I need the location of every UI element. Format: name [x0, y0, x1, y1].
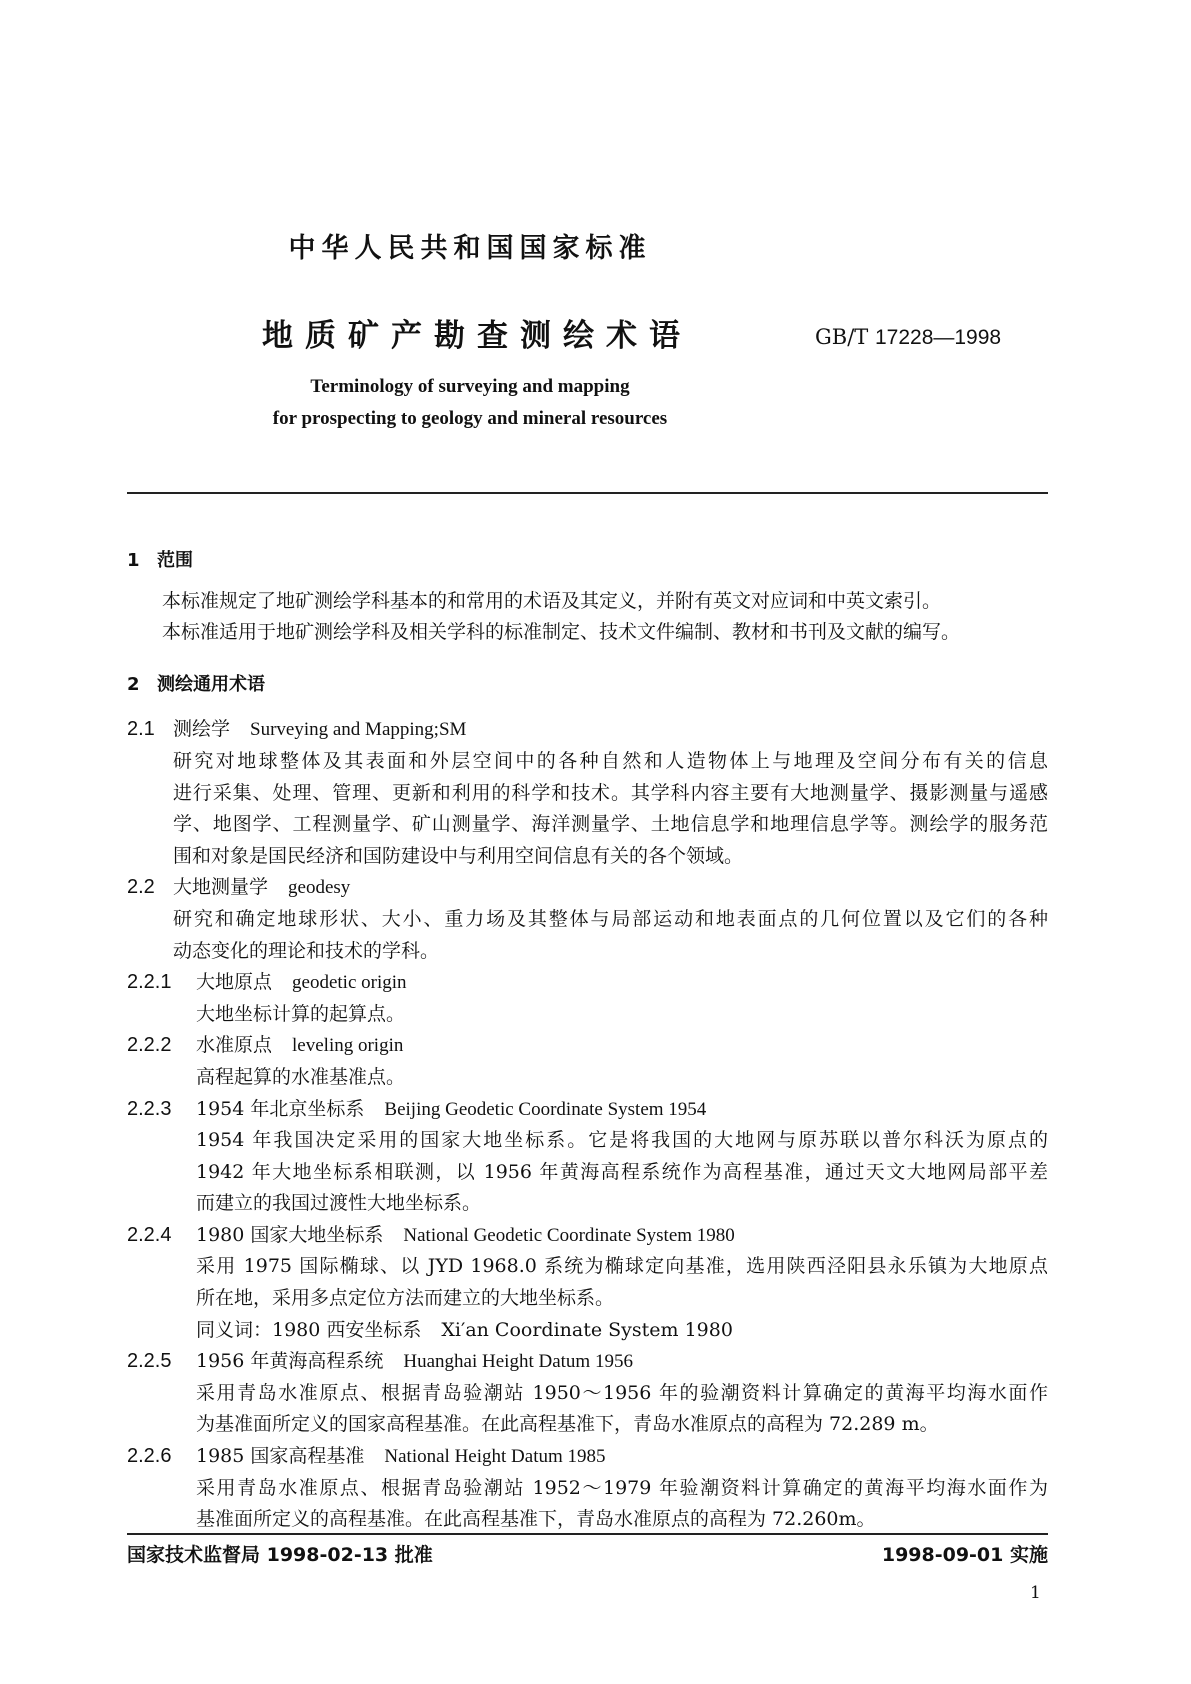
term-heading: [127, 1220, 1048, 1252]
term-number: 2.2.3: [127, 1097, 172, 1120]
definition-line: 基准面所定义的高程基准。在此高程基准下，青岛水准原点的高程为 72.260m。: [196, 1508, 876, 1531]
definition-line: 采用 1975 国际椭球、以 JYD 1968.0 系统为椭球定向基准，选用陕西泾阳县永乐镇为大地原点: [196, 1255, 1048, 1278]
paragraph-line: 本标准规定了地矿测绘学科基本的和常用的术语及其定义，并附有英文对应词和中英文索引。: [162, 589, 942, 612]
definition-line: 为基准面所定义的国家高程基准。在此高程基准下，青岛水准原点的高程为 72.289 m。: [196, 1413, 939, 1436]
term-en: leveling origin: [292, 1035, 404, 1057]
term-zh: 1980 国家大地坐标系: [196, 1223, 384, 1246]
term-en: Huanghai Height Datum 1956: [403, 1351, 633, 1373]
section-title: 范围: [157, 550, 193, 571]
footer-divider: [127, 1533, 1048, 1535]
term-number: 2.2.5: [127, 1350, 172, 1373]
code-prefix: GB/T: [815, 325, 869, 349]
document-title-en-line2: for prospecting to geology and mineral resources: [272, 408, 668, 429]
term-en: National Height Datum 1985: [384, 1446, 606, 1468]
definition-line: 研究对地球整体及其表面和外层空间中的各种自然和人造物体上与地理及空间分布有关的信息: [173, 749, 1048, 772]
definition-line: 高程起算的水准基准点。: [196, 1065, 406, 1088]
header-divider: [127, 492, 1048, 494]
term-heading: [127, 872, 1048, 904]
definition-line: 围和对象是国民经济和国防建设中与利用空间信息有关的各个领域。: [173, 844, 744, 867]
term-zh: 1954 年北京坐标系: [196, 1097, 365, 1120]
term-en: Surveying and Mapping;SM: [250, 719, 467, 741]
standard-code: [815, 325, 1001, 350]
definition-line: 1942 年大地坐标系相联测，以 1956 年黄海高程系统作为高程基准，通过天文大地网局部平差: [196, 1160, 1048, 1183]
section-title: 测绘通用术语: [157, 673, 265, 695]
term-number: 2.2.6: [127, 1445, 172, 1468]
term-number: 2.2.1: [127, 971, 172, 994]
definition-line: 进行采集、处理、管理、更新和利用的科学和技术。其学科内容主要有大地测量学、摄影测量与遥感: [173, 781, 1048, 804]
term-en: geodesy: [288, 877, 351, 899]
synonym-zh: 同义词：1980 西安坐标系: [196, 1318, 422, 1341]
standard-type-heading: 中华人民共和国国家标准: [288, 233, 652, 264]
term-zh: 大地原点: [196, 971, 273, 994]
page-number: 1: [1030, 1583, 1041, 1603]
code-number: 17228—1998: [874, 326, 1002, 349]
synonym-line: [127, 1315, 1048, 1347]
term-heading: [127, 967, 1048, 999]
term-number: 2.1: [127, 718, 155, 741]
paragraph-line: 本标准适用于地矿测绘学科及相关学科的标准制定、技术文件编制、教材和书刊及文献的编写。: [162, 621, 961, 644]
term-heading: [127, 1094, 1048, 1126]
section-2-heading: [127, 669, 1048, 701]
approval-date: 国家技术监督局 1998-02-13 批准: [127, 1544, 433, 1566]
term-zh: 水准原点: [196, 1034, 273, 1057]
term-zh: 大地测量学: [173, 876, 269, 899]
term-heading: [127, 1441, 1048, 1473]
term-zh: 1985 国家高程基准: [196, 1445, 365, 1468]
synonym-en: Xi′an Coordinate System 1980: [441, 1318, 733, 1341]
definition-line: 1954 年我国决定采用的国家大地坐标系。它是将我国的大地网与原苏联以普尔科沃为原点的: [196, 1129, 1048, 1152]
term-heading: [127, 714, 1048, 746]
term-number: 2.2.4: [127, 1223, 172, 1246]
document-title-zh: 地质矿产勘查测绘术语: [262, 318, 692, 354]
term-en: geodetic origin: [292, 972, 407, 994]
section-number: 2: [127, 673, 140, 695]
definition-line: 动态变化的理论和技术的学科。: [173, 939, 440, 962]
definition-line: 而建立的我国过渡性大地坐标系。: [196, 1192, 482, 1215]
definition-line: 大地坐标计算的起算点。: [196, 1002, 406, 1025]
document-title-en-line1: Terminology of surveying and mapping: [310, 376, 630, 397]
definition-line: 学、地图学、工程测量学、矿山测量学、海洋测量学、土地信息学和地理信息学等。测绘学的服务范: [173, 813, 1048, 836]
term-en: Beijing Geodetic Coordinate System 1954: [384, 1098, 707, 1120]
definition-line: 采用青岛水准原点、根据青岛验潮站 1950～1956 年的验潮资料计算确定的黄海平均海水面作: [196, 1381, 1048, 1404]
definition-line: 研究和确定地球形状、大小、重力场及其整体与局部运动和地表面点的几何位置以及它们的各种: [173, 907, 1048, 930]
definition-line: 采用青岛水准原点、根据青岛验潮站 1952～1979 年验潮资料计算确定的黄海平均海水面作为: [196, 1476, 1048, 1499]
document-body: [127, 545, 1048, 1536]
section-number: 1: [127, 550, 140, 571]
definition-line: 所在地，采用多点定位方法而建立的大地坐标系。: [196, 1287, 615, 1310]
term-number: 2.2.2: [127, 1034, 172, 1057]
term-zh: 1956 年黄海高程系统: [196, 1350, 384, 1373]
section-1-heading: [127, 545, 1048, 577]
term-en: National Geodetic Coordinate System 1980: [403, 1224, 735, 1246]
term-number: 2.2: [127, 876, 155, 899]
term-heading: [127, 1346, 1048, 1378]
term-heading: [127, 1030, 1048, 1062]
implementation-date: 1998-09-01 实施: [881, 1544, 1048, 1566]
term-zh: 测绘学: [173, 718, 231, 741]
